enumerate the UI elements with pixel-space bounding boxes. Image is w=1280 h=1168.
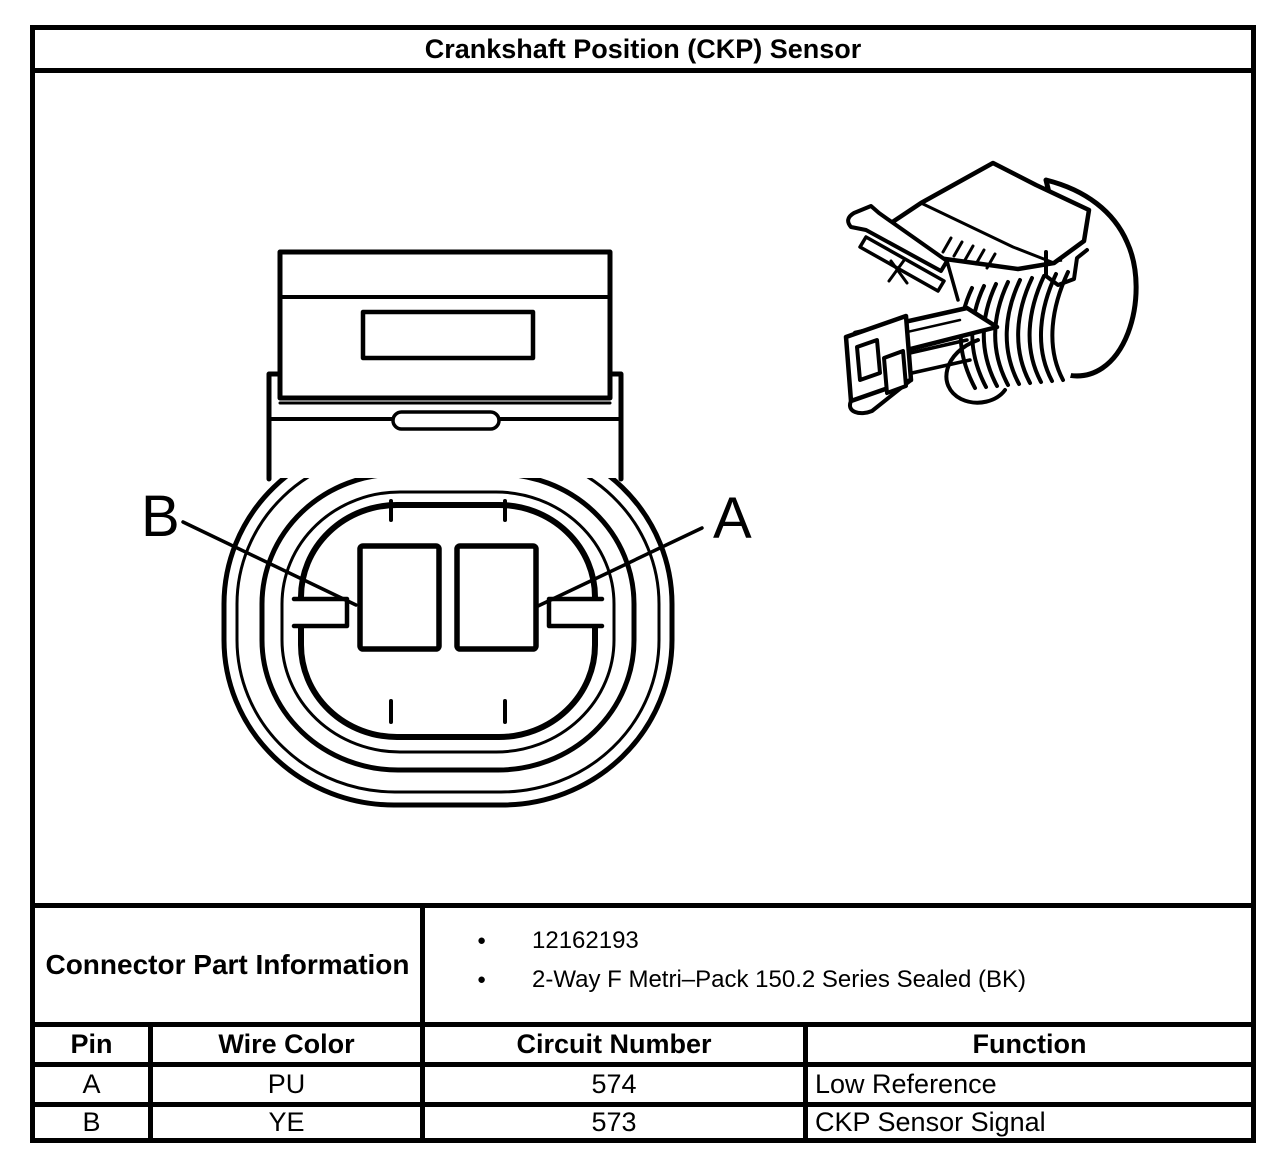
connector-part-info-label: Connector Part Information <box>45 949 410 980</box>
header-circuit-number: Circuit Number <box>420 1027 803 1062</box>
latch-window <box>363 312 533 358</box>
leader-line-a <box>538 528 702 606</box>
connector-face-view <box>224 252 672 805</box>
connector-diagram <box>35 73 1251 903</box>
terminal-hole-1 <box>857 340 880 380</box>
connector-part-info-row <box>35 903 1251 1022</box>
part-info-list <box>425 921 1026 999</box>
keyway-notch-right <box>549 599 602 626</box>
diagram-area <box>35 68 1251 903</box>
pin-a-label: A <box>713 486 752 551</box>
header-pin: Pin <box>70 1029 113 1059</box>
housing-tab <box>393 412 499 429</box>
header-function: Function <box>803 1027 1251 1062</box>
header-wire-color: Wire Color <box>148 1027 420 1062</box>
cell-pin-a: A <box>82 1069 101 1099</box>
connector-3d-view <box>846 163 1136 413</box>
table-row-b <box>35 1102 1251 1138</box>
terminal-hole-2 <box>884 351 906 393</box>
title-bar <box>35 30 1251 68</box>
pin-a-cavity <box>457 546 536 649</box>
cell-function-b: CKP Sensor Signal <box>803 1107 1251 1138</box>
table-row-a <box>35 1062 1251 1102</box>
page-title: Crankshaft Position (CKP) Sensor <box>424 33 862 64</box>
document-table <box>30 25 1256 1143</box>
series-item: ● 2-Way F Metri–Pack 150.2 Series Sealed (BK) <box>425 960 1026 999</box>
cell-pin-b: B <box>82 1107 101 1137</box>
cell-circuit-number-a: 574 <box>420 1067 803 1102</box>
part-number-item: ● 12162193 <box>425 921 1026 960</box>
cell-circuit-number-b: 573 <box>420 1107 803 1138</box>
pin-b-cavity <box>360 546 439 649</box>
pin-b-label: B <box>141 484 180 549</box>
connector-part-info-values <box>420 908 1251 1022</box>
connector-part-info-cell <box>35 908 420 1022</box>
keyway-notch-left <box>294 599 347 626</box>
cell-wire-color-a: PU <box>148 1067 420 1102</box>
cell-wire-color-b: YE <box>148 1107 420 1138</box>
pin-table-header-row <box>35 1022 1251 1062</box>
cell-function-a: Low Reference <box>803 1067 1251 1102</box>
